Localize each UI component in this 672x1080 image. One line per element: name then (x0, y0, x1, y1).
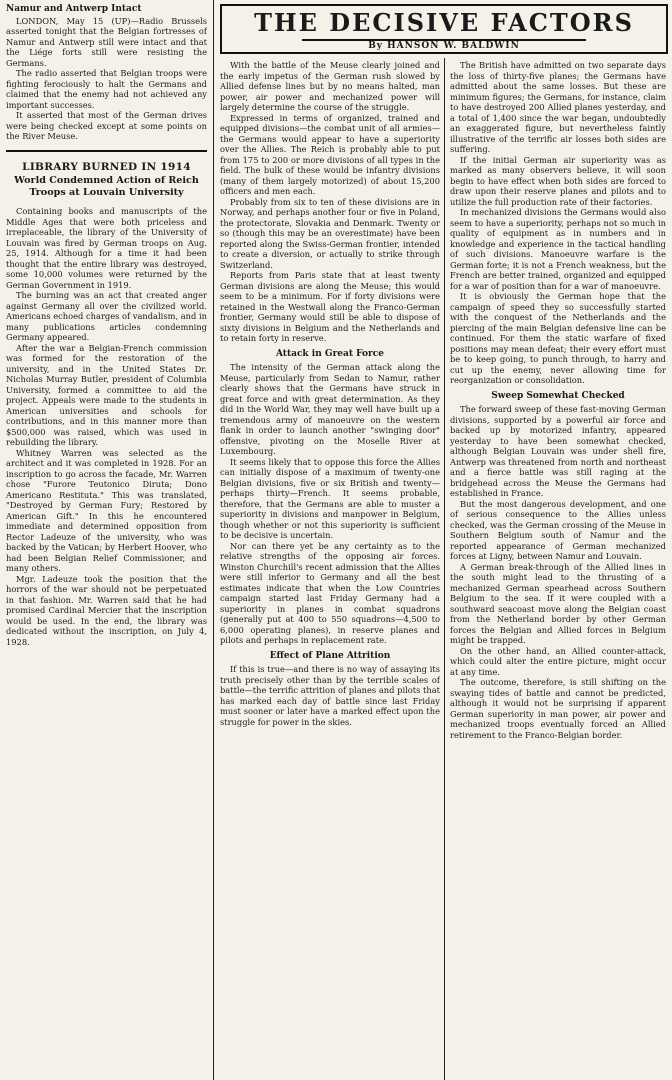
article-paragraph: The forward sweep of these fast-moving German divisions, supported by a powerful air force and backed up by motorized infantry, appeared yesterday to have been somewhat checked, although Belgian Louvain was under shell fire, Antwerp was threatened from north and northeast and a fierce battle was still raging at the bridgehead across the Meuse the Germans had established in France. (450, 404, 666, 498)
library-article (6, 206, 207, 647)
article-paragraph: On the other hand, an Allied counter-attack, which could alter the entire picture, might occur at any time. (450, 645, 666, 677)
library-headline: LIBRARY BURNED IN 1914 (22, 160, 191, 173)
article-paragraph: But the most dangerous development, and one of serious consequence to the Allies unless checked, was the German crossing of the Meuse in Southern Belgium south of Namur and the reported appearance of German mechanized forces at Ligny, between Namur and Louvain. (450, 498, 666, 561)
attack-in-great-force-subhead: Attack in Great Force (275, 348, 385, 359)
page-title: THE DECISIVE FACTORS (254, 8, 634, 37)
article-paragraph: Reports from Paris state that at least twenty German divisions are along the Meuse; this would seem to be a minimum. For if forty divisions were retained in the Westwall along the Franco-German frontier, Germany would still be able to dispose of sixty divisions in Belgium and the Netherlands and to retain forty in reserve. (220, 270, 440, 343)
sweep-checked-subhead: Sweep Somewhat Checked (491, 390, 625, 401)
article-paragraph: Nor can there yet be any certainty as to the relative strengths of the opposing air forces. Winston Churchill's recent admission that the Allies were still inferior to Germany and all the best estimates indicate that when the Low Countries campaign started last Friday Germany had a superiority in planes in combat squadrons (generally put at 400 to 550 squadrons—4,500 to 6,000 operating planes), in reserve planes and pilots and perhaps in replacement rate. (220, 540, 440, 645)
middle-column (220, 60, 440, 1076)
right-column (450, 60, 666, 1076)
article-paragraph: LONDON, May 15 (UP)—Radio Brussels asserted tonight that the Belgian fortresses of Namur and Antwerp still were intact and that the Liége forts still were resisting the Germans. (6, 15, 207, 68)
article-paragraph: Whitney Warren was selected as the architect and it was completed in 1928. For an inscription to go across the facade, Mr. Warren chose "Furore Teutonico Diruta; Dono Americano Restituta." This was translated, "Destroyed by German Fury; Restored by American Gift." In this he encountered immediate and determined opposition from Rector Ladeuze of the university, who was backed by the Vatican; by Herbert Hoover, who had been Belgian Relief Commissioner, and many others. (6, 447, 207, 573)
article-paragraph: It seems likely that to oppose this force the Allies can initially dispose of a maximum of twenty-one Belgian divisions, five or six British and twenty—perhaps thirty—French. It seems probable, therefore, that the Germans are able to muster a superiority in divisions and manpower in Belgium, though whether or not this superiority is sufficient to be decisive is uncertain. (220, 456, 440, 540)
article-paragraph: Probably from six to ten of these divisions are in Norway, and perhaps another four or five in Poland, the protectorate, Slovakia and Denmark. Twenty or so (though this may be an overestimate) have been reported along the Swiss-German frontier, intended to create a diversion, or actually to strike through Switzerland. (220, 196, 440, 270)
namur-antwerp-article (6, 16, 207, 142)
article-paragraph: It asserted that most of the German drives were being checked except at some points on the River Meuse. (6, 110, 207, 141)
article-paragraph: The radio asserted that Belgian troops were fighting ferociously to halt the Germans and claimed that the enemy had not achieved any important successes. (6, 68, 207, 110)
section-divider (6, 150, 207, 152)
plane-attrition-subhead: Effect of Plane Attrition (269, 650, 391, 661)
article-paragraph: It is obviously the German hope that the campaign of speed they so successfully started with the conquest of the Netherlands and the piercing of the main Belgian defensive line can be continued. For them the static warfare of fixed positions may mean defeat; their every effort must be to keep going, to punch through, to harry and cut up the enemy, never allowing time for reorganization or consolidation. (450, 291, 666, 385)
decisive-factors-masthead (220, 4, 668, 54)
column-rule (444, 58, 445, 1080)
namur-antwerp-headline: Namur and Antwerp Intact (6, 4, 142, 14)
article-paragraph: The burning was an act that created anger against Germany all over the civilized world. Americans echoed charges of vandalism, and in many publications articles condemning Germany appeared. (6, 290, 207, 342)
article-paragraph: If the initial German air superiority was as marked as many observers believe, it will soon begin to have effect when both sides are forced to draw upon their reserve planes and pilots and to utilize the full production rate of their factories. (450, 154, 666, 207)
article-paragraph: The intensity of the German attack along the Meuse, particularly from Sedan to Namur, rather clearly shows that the Germans have struck in great force and with great determination. As they did in the World War, they may well have built up a tremendous army of manoeuvre on the western flank in order to launch another "swinging door" offensive, pivoting on the Moselle River at Luxembourg. (220, 362, 440, 456)
article-paragraph: Containing books and manuscripts of the Middle Ages that were both priceless and irreplaceable, the library of the University of Louvain was fired by German troops on Aug. 25, 1914. Although for a time it had been thought that the entire library was destroyed, some 10,000 volumes were returned by the German Government in 1919. (6, 206, 207, 290)
article-paragraph: After the war a Belgian-French commission was formed for the restoration of the university, and in the United States Dr. Nicholas Murray Butler, president of Columbia University, formed a committee to aid the project. Appeals were made to the students in American universities and schools for contributions, and in this manner more than $500,000 was raised, which was used in rebuilding the library. (6, 342, 207, 447)
article-paragraph: Expressed in terms of organized, trained and equipped divisions—the combat unit of all armies—the Germans would appear to have a superiority over the Allies. The Reich is probably able to put from 175 to 200 or more divisions of all types in the field. The bulk of these would be infantry divisions (many of them largely motorized) of about 15,200 officers and men each. (220, 112, 440, 196)
article-paragraph: The British have admitted on two separate days the loss of thirty-five planes; the Germans have admitted about the same losses. But these are minimum figures; the Germans, for instance, claim to have destroyed 200 Allied planes yesterday, and a total of 1,400 since the war began, undoubtedly an exaggerated figure, but nevertheless faintly illustrative of the terrific air losses both sides are suffering. (450, 60, 666, 154)
library-subheadline: World Condemned Action of Reich Troops at Louvain University (14, 175, 199, 198)
article-paragraph: Mgr. Ladeuze took the position that the horrors of the war should not be perpetuated in that fashion. Mr. Warren said that he had promised Cardinal Mercier that the inscription would be used. In the end, the library was dedicated without the inscription, on July 4, 1928. (6, 573, 207, 647)
column-rule (213, 0, 214, 1080)
article-paragraph: If this is true—and there is no way of assaying its truth precisely other than by the terrible scales of battle—the terrific attrition of planes and pilots that has marked each day of battle since last Friday must sooner or later have a marked effect upon the struggle for power in the skies. (220, 664, 440, 727)
byline: By HANSON W. BALDWIN (368, 41, 520, 51)
article-paragraph: In mechanized divisions the Germans would also seem to have a superiority, perhaps not so much in quality of equipment as in numbers and in knowledge and experience in the tactical handling of such divisions. Manoeuvre warfare is the German forte; it is not a French weakness, but the French are better trained, organized and equipped for a war of position than for a war of manoeuvre. (450, 207, 666, 291)
article-paragraph: A German break-through of the Allied lines in the south might lead to the thrusting of a mechanized German spearhead across Southern Belgium to the sea. If it were coupled with a southward seacoast move along the Belgian coast from the Netherland border by other German forces the Belgian and Allied forces in Belgium might be trapped. (450, 561, 666, 645)
left-column (6, 4, 207, 1076)
article-paragraph: With the battle of the Meuse clearly joined and the early impetus of the German rush slowed by Allied defense lines but by no means halted, man power, air power and mechanized power will largely determine the course of the struggle. (220, 60, 440, 112)
article-paragraph: The outcome, therefore, is still shifting on the swaying tides of battle and cannot be predicted, although it would not be surprising if apparent German superiority in man power, air power and mechanized troops eventually forced an Allied retirement to the Franco-Belgian border. (450, 677, 666, 740)
